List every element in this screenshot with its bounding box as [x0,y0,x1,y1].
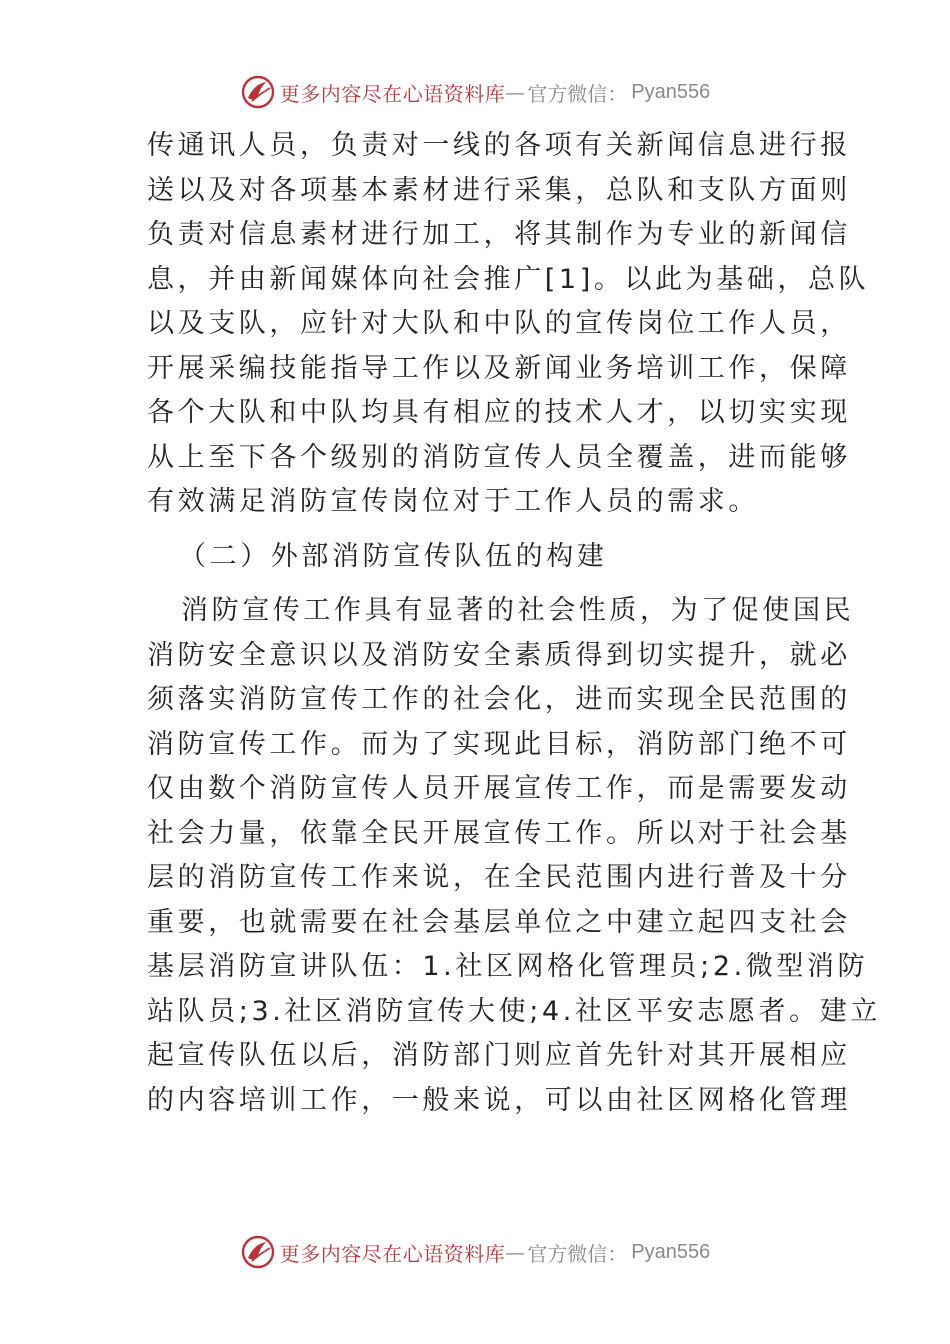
footer-brand-text: 更多内容尽在心语资料库 [279,1241,506,1266]
header-dash: — [505,80,526,104]
para2-line-4: 消防宣传工作。而为了实现此目标，消防部门绝不可 [147,728,851,760]
para1-line-2: 送以及对各项基本素材进行采集，总队和支队方面则 [147,174,851,206]
para1-line-6: 开展采编技能指导工作以及新闻业务培训工作，保障 [147,352,851,384]
para2-line-3: 须落实消防宣传工作的社会化，进而实现全民范围的 [147,684,851,715]
para1-line-1: 传通讯人员，负责对一线的各项有关新闻信息进行报 [147,130,851,161]
para2-line-11: 起宣传队伍以后，消防部门则应首先针对其开展相应 [147,1040,851,1071]
footer-banner [0,1232,950,1272]
para2-line-5: 仅由数个消防宣传人员开展宣传工作，而是需要发动 [147,773,851,804]
para1-line-8: 从上至下各个级别的消防宣传人员全覆盖，进而能够 [147,441,851,473]
para1-line-4: 息，并由新闻媒体向社会推广[1]。以此为基础，总队 [147,263,870,295]
document-body [147,124,881,1123]
section-heading: （二）外部消防宣传队伍的构建 [179,540,608,572]
brand-logo-icon [240,1234,276,1270]
para2-line-10: 站队员;3.社区消防宣传大使;4.社区平安志愿者。建立 [147,995,881,1027]
header-wechat-label: 官方微信： [527,81,628,106]
para1-line-5: 以及支队，应针对大队和中队的宣传岗位工作人员， [147,308,851,339]
para2-line-8: 重要，也就需要在社会基层单位之中建立起四支社会 [147,906,851,938]
para2-line-7: 层的消防宣传工作来说，在全民范围内进行普及十分 [147,862,851,893]
para2-line-2: 消防安全意识以及消防安全素质得到切实提升，就必 [147,639,851,671]
para1-line-9: 有效满足消防宣传岗位对于工作人员的需求。 [147,486,759,517]
para1-line-7: 各个大队和中队均具有相应的技术人才，以切实实现 [147,397,851,428]
footer-wechat-label: 官方微信： [527,1241,628,1266]
para2-line-6: 社会力量，依靠全民开展宣传工作。所以对于社会基 [147,817,851,849]
para2-line-12: 的内容培训工作，一般来说，可以由社区网格化管理 [147,1084,851,1116]
para1-line-3: 负责对信息素材进行加工，将其制作为专业的新闻信 [147,219,851,250]
header-wechat-id: Pyan556 [631,80,711,103]
footer-wechat-id: Pyan556 [631,1240,711,1263]
footer-dash: — [505,1240,526,1264]
header-brand-text: 更多内容尽在心语资料库 [279,81,506,106]
para2-line-9: 基层消防宣讲队伍：1.社区网格化管理员;2.微型消防 [147,951,869,982]
para2-line-1: 消防宣传工作具有显著的社会性质，为了促使国民 [181,595,855,626]
brand-logo-icon [240,74,276,110]
header-banner [0,72,950,112]
